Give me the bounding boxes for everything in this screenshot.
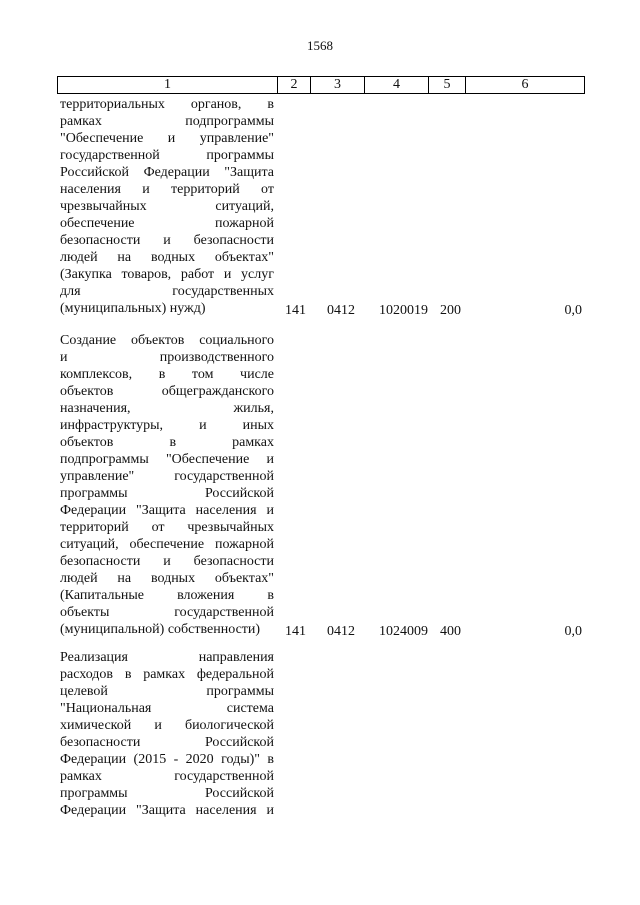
column-header-row xyxy=(57,76,585,94)
row-2-line: Федерации "Защита населения и xyxy=(60,503,274,518)
header-col-2: 2 xyxy=(278,77,311,94)
row-2-col-2: 141 xyxy=(285,624,306,639)
row-3-line: химической и биологической xyxy=(60,718,274,733)
row-2-line: безопасности и безопасности xyxy=(60,554,274,569)
row-2-line: назначения, жилья, xyxy=(60,401,274,416)
row-1-line: (Закупка товаров, работ и услуг xyxy=(60,267,274,282)
row-2-line: Создание объектов социального xyxy=(60,333,274,348)
row-1-col-3: 0412 xyxy=(327,303,355,318)
row-1-description xyxy=(60,96,274,317)
row-3-line: целевой программы xyxy=(60,684,274,699)
row-2-col-3: 0412 xyxy=(327,624,355,639)
row-2-line: (муниципальной) собственности) xyxy=(60,622,261,637)
header-col-5: 5 xyxy=(429,77,466,94)
row-2-col-5: 400 xyxy=(440,624,461,639)
row-1-line: территориальных органов, в xyxy=(60,97,274,112)
row-1-line: обеспечение пожарной xyxy=(60,216,274,231)
row-3-line: Федерации (2015 - 2020 годы)" в xyxy=(60,752,274,767)
row-3-line: Реализация направления xyxy=(60,650,274,665)
row-3-description xyxy=(60,649,274,819)
row-1-col-2: 141 xyxy=(285,303,306,318)
row-2-line: (Капитальные вложения в xyxy=(60,588,274,603)
row-1-line: "Обеспечение и управление" xyxy=(60,131,274,146)
row-3-line: "Национальная система xyxy=(60,701,274,716)
row-3-line: безопасности Российской xyxy=(60,735,274,750)
row-2-line: территорий от чрезвычайных xyxy=(60,520,274,535)
row-1-line: Российской Федерации "Защита xyxy=(60,165,274,180)
row-3-line: расходов в рамках федеральной xyxy=(60,667,274,682)
row-2-line: объектов общегражданского xyxy=(60,384,274,399)
row-3-line: рамках государственной xyxy=(60,769,274,784)
row-2-line: программы Российской xyxy=(60,486,274,501)
row-1-line: чрезвычайных ситуаций, xyxy=(60,199,274,214)
row-2-line: и производственного xyxy=(60,350,274,365)
header-col-3: 3 xyxy=(311,77,365,94)
header-col-4: 4 xyxy=(365,77,429,94)
row-1-line: людей на водных объектах" xyxy=(60,250,274,265)
row-2-description xyxy=(60,332,274,638)
row-2-line: подпрограммы "Обеспечение и xyxy=(60,452,274,467)
row-1-line: государственной программы xyxy=(60,148,274,163)
row-1-col-4: 1020019 xyxy=(379,303,428,318)
row-3-line: программы Российской xyxy=(60,786,274,801)
page-number: 1568 xyxy=(307,38,333,53)
row-1-line: населения и территорий от xyxy=(60,182,274,197)
row-1-line: для государственных xyxy=(60,284,274,299)
row-1-col-6: 0,0 xyxy=(564,303,582,318)
row-2-col-6: 0,0 xyxy=(564,624,582,639)
header-col-6: 6 xyxy=(466,77,585,94)
row-2-line: комплексов, в том числе xyxy=(60,367,274,382)
header-col-1: 1 xyxy=(58,77,278,94)
row-3-line: Федерации "Защита населения и xyxy=(60,803,274,818)
row-2-line: инфраструктуры, и иных xyxy=(60,418,274,433)
row-2-line: объектов в рамках xyxy=(60,435,274,450)
row-2-line: управление" государственной xyxy=(60,469,274,484)
row-2-line: ситуаций, обеспечение пожарной xyxy=(60,537,274,552)
row-1-line: рамках подпрограммы xyxy=(60,114,274,129)
row-1-line: (муниципальных) нужд) xyxy=(60,301,206,316)
row-2-line: людей на водных объектах" xyxy=(60,571,274,586)
row-1-line: безопасности и безопасности xyxy=(60,233,274,248)
row-2-line: объекты государственной xyxy=(60,605,274,620)
row-2-col-4: 1024009 xyxy=(379,624,428,639)
row-1-col-5: 200 xyxy=(440,303,461,318)
